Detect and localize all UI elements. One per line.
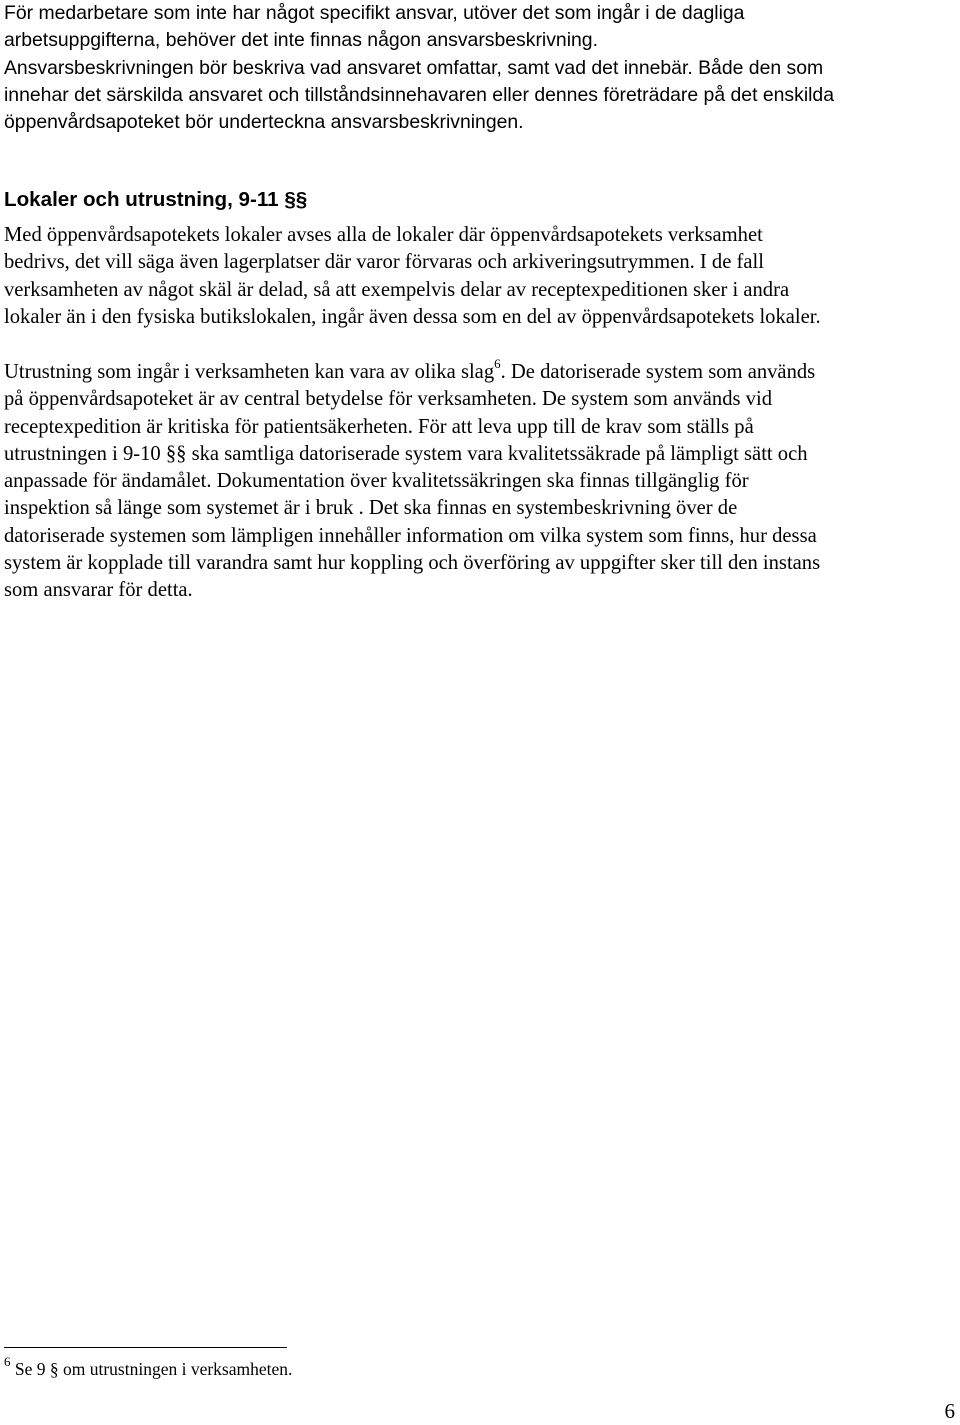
line-text: . De datoriserade system som används: [500, 361, 816, 383]
paragraph-line: som ansvarar för detta.: [4, 579, 193, 602]
footnote: [4, 1356, 292, 1383]
paragraph-line: system är kopplade till varandra samt hur koppling och överföring av uppgifter sker till den instans: [4, 552, 821, 575]
footnote-reference[interactable]: 6: [494, 356, 501, 372]
intro-line: Ansvarsbeskrivningen bör beskriva vad ansvaret omfattar, samt vad det innebär. Både den som: [4, 56, 824, 79]
page-number: 6: [944, 1399, 955, 1423]
paragraph-line: inspektion så länge som systemet är i bruk . Det ska finnas en systembeskrivning över de: [4, 497, 738, 520]
intro-paragraph: [4, 0, 954, 136]
footnote-marker: 6: [4, 1354, 11, 1370]
footnote-text: Se 9 § om utrustningen i verksamheten.: [10, 1359, 293, 1379]
paragraph-line: anpassade för ändamålet. Dokumentation över kvalitetssäkringen ska finnas tillgänglig för: [4, 470, 749, 493]
intro-line: För medarbetare som inte har något specifikt ansvar, utöver det som ingår i de dagliga: [4, 2, 745, 24]
paragraph-line: verksamheten av något skäl är delad, så att exempelvis delar av receptexpeditionen sker i andra: [4, 278, 790, 301]
paragraph-line: datoriserade systemen som lämpligen innehåller information om vilka system som finns, hur dessa: [4, 524, 817, 547]
paragraph-line: bedrivs, det vill säga även lagerplatser där varor förvaras och arkiveringsutrymmen. I de fall: [4, 251, 764, 274]
paragraph-line: receptexpedition är kritiska för patientsäkerheten. För att leva upp till de krav som ställs på: [4, 415, 754, 438]
equipment-paragraph: [4, 356, 954, 605]
footnote-divider: [4, 1347, 287, 1348]
paragraph-line: utrustningen i 9-10 §§ ska samtliga datoriserade system vara kvalitetssäkrade på lämpligt sätt och: [4, 442, 808, 465]
premises-paragraph: [4, 222, 954, 331]
intro-line: arbetsuppgifterna, behöver det inte finnas någon ansvarsbeskrivning.: [4, 29, 598, 52]
paragraph-line: Med öppenvårdsapotekets lokaler avses alla de lokaler där öppenvårdsapotekets verksamhet: [4, 224, 763, 246]
line-text: Utrustning som ingår i verksamheten kan vara av olika slag: [4, 361, 495, 383]
paragraph-line: [4, 356, 954, 386]
section-heading: Lokaler och utrustning, 9-11 §§: [4, 188, 308, 211]
paragraph-line: på öppenvårdsapoteket är av central betydelse för verksamheten. De system som används vid: [4, 388, 773, 411]
intro-line: innehar det särskilda ansvaret och tillståndsinnehavaren eller dennes företrädare på det enskilda: [4, 83, 835, 106]
intro-line: öppenvårdsapoteket bör underteckna ansvarsbeskrivningen.: [4, 111, 524, 134]
paragraph-line: lokaler än i den fysiska butikslokalen, ingår även dessa som en del av öppenvårdsapotekets lokaler.: [4, 305, 821, 328]
